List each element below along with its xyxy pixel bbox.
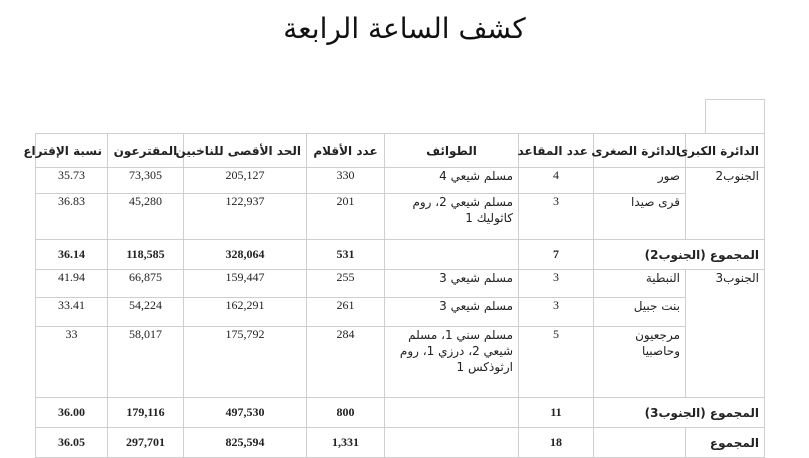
ballots-cell: 330	[307, 168, 385, 194]
seats-cell: 3	[519, 194, 594, 240]
major-district-cell: الجنوب2	[686, 168, 765, 240]
subtotal-ballots: 800	[307, 398, 385, 428]
subtotal-seats: 7	[519, 240, 594, 270]
ballots-cell: 284	[307, 327, 385, 398]
seats-cell: 5	[519, 327, 594, 398]
minor-district-cell: قرى صيدا	[594, 194, 686, 240]
seats-cell: 4	[519, 168, 594, 194]
table-row	[36, 194, 765, 240]
grand-total-row	[36, 428, 765, 458]
header-voters: المقترعون	[108, 134, 184, 168]
seats-cell: 3	[519, 270, 594, 298]
table-header-row	[36, 134, 765, 168]
subtotal-label: المجموع (الجنوب2)	[594, 240, 765, 270]
page-title: كشف الساعة الرابعة	[283, 12, 526, 45]
sects-cell: مسلم شيعي 3	[385, 298, 519, 327]
voters-cell: 73,305	[108, 168, 184, 194]
table-row	[36, 327, 765, 398]
grand-total-max-voters: 825,594	[184, 428, 307, 458]
subtotal-seats: 11	[519, 398, 594, 428]
subtotal-turnout: 36.00	[36, 398, 108, 428]
grand-total-seats: 18	[519, 428, 594, 458]
turnout-cell: 33.41	[36, 298, 108, 327]
header-minor-district: الدائرة الصغرى	[594, 134, 686, 168]
voters-cell: 45,280	[108, 194, 184, 240]
table-row	[36, 298, 765, 327]
grand-total-turnout: 36.05	[36, 428, 108, 458]
subtotal-row	[36, 398, 765, 428]
header-max-voters: الحد الأقصى للناخبين	[184, 134, 307, 168]
turnout-cell: 35.73	[36, 168, 108, 194]
subtotal-label: المجموع (الجنوب3)	[594, 398, 765, 428]
minor-district-cell: النبطية	[594, 270, 686, 298]
header-seats: عدد المقاعد	[519, 134, 594, 168]
subtotal-max-voters: 497,530	[184, 398, 307, 428]
sects-cell: مسلم شيعي 2، روم كاثوليك 1	[385, 194, 519, 240]
minor-district-cell: مرجعيون وحاصبيا	[594, 327, 686, 398]
grand-total-label: المجموع	[686, 428, 765, 458]
voters-cell: 58,017	[108, 327, 184, 398]
sects-cell: مسلم شيعي 3	[385, 270, 519, 298]
sects-cell: مسلم شيعي 4	[385, 168, 519, 194]
turnout-cell: 36.83	[36, 194, 108, 240]
empty-cell-box	[705, 99, 765, 134]
subtotal-sects-empty	[385, 240, 519, 270]
header-turnout: نسبة الإقتراع	[36, 134, 108, 168]
minor-district-cell: صور	[594, 168, 686, 194]
subtotal-voters: 118,585	[108, 240, 184, 270]
header-major-district: الدائرة الكبرى	[686, 134, 765, 168]
results-table	[23, 133, 765, 458]
max-voters-cell: 159,447	[184, 270, 307, 298]
turnout-cell: 33	[36, 327, 108, 398]
max-voters-cell: 162,291	[184, 298, 307, 327]
max-voters-cell: 205,127	[184, 168, 307, 194]
voters-cell: 66,875	[108, 270, 184, 298]
grand-total-minor-empty	[594, 428, 686, 458]
ballots-cell: 261	[307, 298, 385, 327]
subtotal-turnout: 36.14	[36, 240, 108, 270]
grand-total-ballots: 1,331	[307, 428, 385, 458]
ballots-cell: 201	[307, 194, 385, 240]
subtotal-row	[36, 240, 765, 270]
table-row	[36, 270, 765, 298]
subtotal-ballots: 531	[307, 240, 385, 270]
max-voters-cell: 122,937	[184, 194, 307, 240]
max-voters-cell: 175,792	[184, 327, 307, 398]
turnout-cell: 41.94	[36, 270, 108, 298]
voters-cell: 54,224	[108, 298, 184, 327]
grand-total-sects-empty	[385, 428, 519, 458]
header-sects: الطوائف	[385, 134, 519, 168]
minor-district-cell: بنت جبيل	[594, 298, 686, 327]
sects-cell: مسلم سني 1، مسلم شيعي 2، درزي 1، روم ارثوذكس 1	[385, 327, 519, 398]
grand-total-voters: 297,701	[108, 428, 184, 458]
subtotal-max-voters: 328,064	[184, 240, 307, 270]
major-district-cell: الجنوب3	[686, 270, 765, 398]
subtotal-voters: 179,116	[108, 398, 184, 428]
table-row	[36, 168, 765, 194]
ballots-cell: 255	[307, 270, 385, 298]
header-ballots: عدد الأقلام	[307, 134, 385, 168]
seats-cell: 3	[519, 298, 594, 327]
subtotal-sects-empty	[385, 398, 519, 428]
